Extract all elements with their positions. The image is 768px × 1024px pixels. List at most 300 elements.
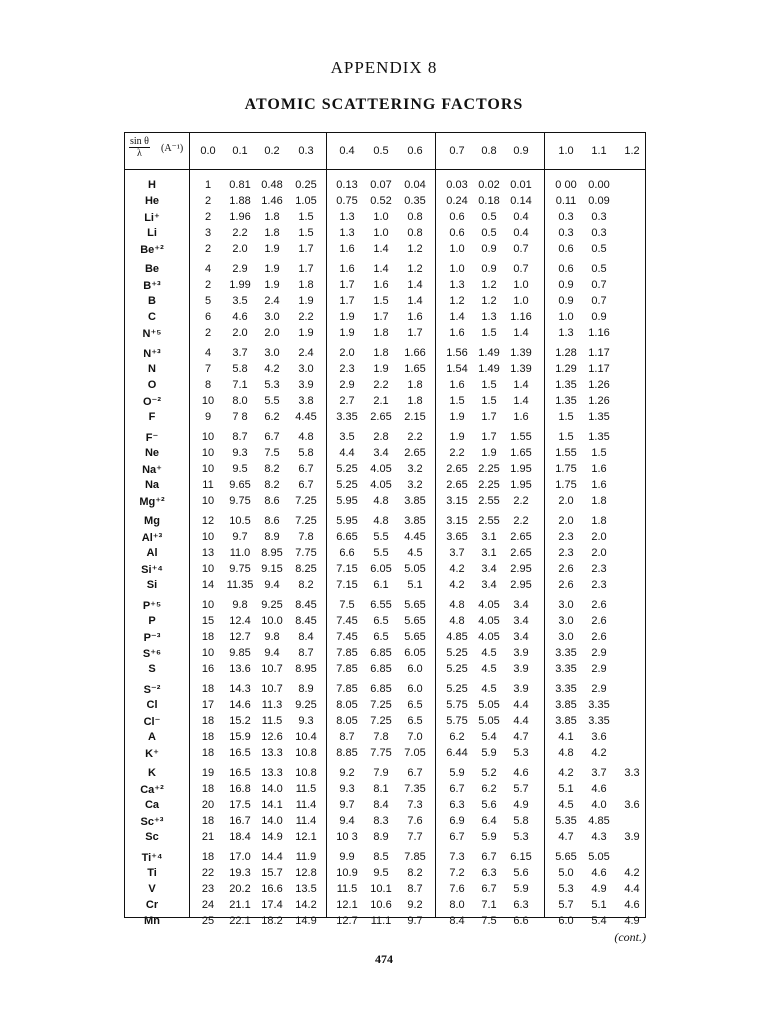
table-cell: 18 — [201, 715, 215, 727]
table-cell: 0.6 — [558, 263, 574, 275]
table-cell: 14.0 — [261, 783, 283, 795]
continued-note: (cont.) — [614, 930, 646, 944]
table-cell: 18 — [201, 683, 215, 695]
table-cell: 5.4 — [591, 915, 607, 927]
table-cell: 6.6 — [339, 547, 355, 559]
table-cell: 3.15 — [446, 515, 468, 527]
table-row — [125, 829, 645, 845]
table-cell: 5.25 — [446, 663, 468, 675]
table-cell: 5.3 — [513, 747, 529, 759]
element-symbol: Ne — [144, 447, 160, 459]
table-cell: 12.7 — [229, 631, 251, 643]
element-symbol: Si⁺⁴ — [141, 564, 163, 576]
table-cell: 6.0 — [407, 663, 423, 675]
table-cell: 10.9 — [336, 867, 358, 879]
element-symbol: S — [148, 663, 156, 675]
table-cell: 2.4 — [264, 295, 280, 307]
table-cell: 6.5 — [373, 615, 389, 627]
table-cell: 11.5 — [261, 715, 283, 727]
column-header: 0.3 — [298, 145, 314, 157]
row-group — [125, 765, 645, 849]
table-cell: 5.0 — [558, 867, 574, 879]
table-cell: 9.4 — [264, 579, 280, 591]
table-cell: 8.05 — [336, 715, 358, 727]
appendix-heading: APPENDIX 8 — [330, 58, 438, 77]
element-symbol: Sc — [145, 831, 159, 843]
table-cell: 2.3 — [591, 579, 607, 591]
table-cell: 2.1 — [373, 395, 389, 407]
table-cell: 18 — [201, 731, 215, 743]
table-cell: 8.25 — [295, 563, 317, 575]
table-cell: 1.7 — [339, 279, 355, 291]
table-cell: 3.65 — [446, 531, 468, 543]
table-cell: 0.02 — [478, 179, 500, 191]
table-cell: 6.2 — [481, 783, 497, 795]
table-cell: 5.6 — [513, 867, 529, 879]
table-cell: 2.0 — [232, 327, 248, 339]
table-cell: 1.65 — [510, 447, 532, 459]
table-cell: 3.85 — [404, 495, 426, 507]
table-cell: 8.95 — [295, 663, 317, 675]
table-cell: 0.5 — [591, 263, 607, 275]
table-cell: 10 — [201, 463, 215, 475]
table-cell: 1.3 — [481, 311, 497, 323]
table-cell: 3.9 — [298, 379, 314, 391]
table-cell: 4.2 — [449, 563, 465, 575]
table-cell: 4.6 — [624, 899, 640, 911]
table-cell: 10 — [201, 647, 215, 659]
table-cell: 6.7 — [449, 783, 465, 795]
table-cell: 8.2 — [264, 463, 280, 475]
element-symbol: Li⁺ — [144, 212, 160, 224]
table-cell: 3.9 — [624, 831, 640, 843]
table-cell: 3.9 — [513, 647, 529, 659]
table-cell: 7.85 — [404, 851, 426, 863]
element-symbol: Al — [146, 547, 158, 559]
table-cell: 0.35 — [404, 195, 426, 207]
table-cell: 1.65 — [404, 363, 426, 375]
table-cell: 5.7 — [558, 899, 574, 911]
table-cell: 1.26 — [588, 379, 610, 391]
table-cell: 0.5 — [591, 243, 607, 255]
table-cell: 8.9 — [298, 683, 314, 695]
table-cell: 4.7 — [558, 831, 574, 843]
table-cell: 9.7 — [407, 915, 423, 927]
table-cell: 9.15 — [261, 563, 283, 575]
table-cell: 1.29 — [555, 363, 577, 375]
table-cell: 5.8 — [232, 363, 248, 375]
table-cell: 6.2 — [449, 731, 465, 743]
table-row — [125, 493, 645, 509]
table-cell: 10.8 — [295, 747, 317, 759]
table-cell: 5.75 — [446, 699, 468, 711]
table-row — [125, 429, 645, 445]
table-cell: 6.5 — [407, 715, 423, 727]
table-cell: 10.1 — [370, 883, 392, 895]
table-cell: 1.26 — [588, 395, 610, 407]
element-symbol: Na⁺ — [142, 464, 162, 476]
table-cell: 1.9 — [264, 243, 280, 255]
element-symbol: S⁺⁶ — [142, 648, 162, 660]
table-cell: 0.8 — [407, 211, 423, 223]
table-cell: 1.35 — [555, 395, 577, 407]
row-group — [125, 513, 645, 597]
table-cell: 1.7 — [298, 263, 314, 275]
column-header: 0.2 — [264, 145, 280, 157]
table-cell: 11.4 — [295, 815, 317, 827]
table-cell: 5.9 — [481, 831, 497, 843]
unit-label: (A⁻¹) — [161, 143, 184, 154]
table-cell: 3.3 — [624, 767, 640, 779]
element-symbol: P⁻³ — [143, 632, 161, 644]
table-cell: 9.3 — [298, 715, 314, 727]
table-cell: 1.5 — [558, 411, 574, 423]
column-header: 1.2 — [624, 145, 640, 157]
table-cell: 5.3 — [513, 831, 529, 843]
table-cell: 3.4 — [513, 631, 529, 643]
column-header: 0.5 — [373, 145, 389, 157]
table-cell: 11 — [202, 479, 214, 491]
table-cell: 0.7 — [591, 295, 607, 307]
table-cell: 5.65 — [404, 615, 426, 627]
table-row — [125, 193, 645, 209]
table-cell: 6.5 — [407, 699, 423, 711]
table-cell: 6.85 — [370, 663, 392, 675]
table-cell: 7.9 — [373, 767, 389, 779]
table-cell: 9.7 — [339, 799, 355, 811]
table-cell: 5.65 — [555, 851, 577, 863]
table-cell: 4 — [204, 347, 212, 359]
table-cell: 2.6 — [591, 599, 607, 611]
table-row — [125, 897, 645, 913]
table-cell: 7 8 — [232, 411, 248, 423]
table-cell: 3.7 — [232, 347, 248, 359]
table-cell: 9.75 — [229, 563, 251, 575]
table-cell: 13.6 — [229, 663, 251, 675]
element-symbol: Ti⁺⁴ — [141, 852, 163, 864]
table-cell: 5.25 — [336, 463, 358, 475]
page-title: ATOMIC SCATTERING FACTORS — [244, 96, 524, 113]
table-cell: 6.0 — [558, 915, 574, 927]
table-row — [125, 577, 645, 593]
table-cell: 1.9 — [298, 295, 314, 307]
table-cell: 1.95 — [510, 463, 532, 475]
table-cell: 8.9 — [373, 831, 389, 843]
table-cell: 2.0 — [591, 531, 607, 543]
element-symbol: Cl — [146, 699, 158, 711]
table-row — [125, 681, 645, 697]
table-cell: 3.4 — [513, 599, 529, 611]
table-cell: 0.7 — [591, 279, 607, 291]
column-header: 1.0 — [558, 145, 574, 157]
table-cell: 2.65 — [446, 463, 468, 475]
table-cell: 3.4 — [373, 447, 389, 459]
table-cell: 14 — [201, 579, 215, 591]
table-cell: 17.0 — [229, 851, 251, 863]
table-cell: 10.6 — [370, 899, 392, 911]
table-cell: 1.2 — [481, 295, 497, 307]
table-cell: 8.0 — [449, 899, 465, 911]
table-cell: 2 — [204, 211, 212, 223]
table-row — [125, 529, 645, 545]
table-cell: 1.7 — [298, 243, 314, 255]
column-header: 0.0 — [200, 145, 216, 157]
table-row — [125, 445, 645, 461]
scattering-factors-table — [124, 132, 646, 927]
table-cell: 7.8 — [298, 531, 314, 543]
table-cell: 7.25 — [295, 515, 317, 527]
table-cell: 1.0 — [373, 227, 389, 239]
table-cell: 3.6 — [591, 731, 607, 743]
table-cell: 6.3 — [449, 799, 465, 811]
table-cell: 0.3 — [558, 227, 574, 239]
table-cell: 18.2 — [261, 915, 283, 927]
table-cell: 2.55 — [478, 495, 500, 507]
table-cell: 7.45 — [336, 631, 358, 643]
table-row — [125, 177, 645, 193]
table-cell: 0.18 — [478, 195, 500, 207]
table-cell: 1.39 — [510, 347, 532, 359]
table-cell: 4.4 — [624, 883, 640, 895]
table-cell: 0.7 — [513, 263, 529, 275]
table-cell: 13.3 — [261, 767, 283, 779]
table-cell: 1.6 — [591, 479, 607, 491]
table-cell: 10 — [201, 599, 215, 611]
table-cell: 1.7 — [481, 431, 497, 443]
table-row — [125, 409, 645, 425]
table-cell: 1.4 — [513, 327, 529, 339]
table-cell: 3.35 — [555, 663, 577, 675]
table-cell: 18 — [201, 747, 215, 759]
row-group — [125, 849, 645, 933]
table-cell: 6.85 — [370, 683, 392, 695]
element-symbol: F — [148, 411, 156, 423]
table-cell: 12.6 — [261, 731, 283, 743]
table-cell: 6.7 — [298, 479, 314, 491]
table-cell: 11.5 — [336, 883, 358, 895]
element-symbol: N⁺³ — [143, 348, 161, 360]
table-cell: 0.9 — [481, 243, 497, 255]
table-cell: 4.2 — [591, 747, 607, 759]
table-cell: 9.75 — [229, 495, 251, 507]
table-cell: 5.1 — [558, 783, 574, 795]
table-cell: 9.5 — [373, 867, 389, 879]
table-row — [125, 361, 645, 377]
table-row — [125, 729, 645, 745]
table-cell: 3.85 — [404, 515, 426, 527]
table-cell: 2.2 — [407, 431, 423, 443]
table-cell: 0.4 — [513, 211, 529, 223]
table-cell: 0.6 — [558, 243, 574, 255]
table-cell: 2.0 — [232, 243, 248, 255]
table-cell: 9.4 — [264, 647, 280, 659]
element-symbol: V — [148, 883, 156, 895]
table-cell: 1.2 — [407, 263, 423, 275]
table-cell: 1.8 — [264, 211, 280, 223]
table-cell: 6.05 — [404, 647, 426, 659]
table-cell: 1.4 — [373, 263, 389, 275]
table-cell: 3.0 — [558, 615, 574, 627]
table-cell: 5.5 — [373, 547, 389, 559]
table-cell: 2.0 — [264, 327, 280, 339]
table-cell: 3.35 — [555, 647, 577, 659]
table-cell: 9.8 — [232, 599, 248, 611]
element-symbol: Na — [144, 479, 160, 491]
table-cell: 3.4 — [481, 579, 497, 591]
table-cell: 2.9 — [591, 663, 607, 675]
table-cell: 4.45 — [295, 411, 317, 423]
table-cell: 8.2 — [298, 579, 314, 591]
table-cell: 11.5 — [295, 783, 317, 795]
table-cell: 4.5 — [481, 663, 497, 675]
table-cell: 3.7 — [449, 547, 465, 559]
table-cell: 7.85 — [336, 683, 358, 695]
table-cell: 8.85 — [336, 747, 358, 759]
table-cell: 6.7 — [481, 851, 497, 863]
table-cell: 8.7 — [339, 731, 355, 743]
table-cell: 8.05 — [336, 699, 358, 711]
table-cell: 2.65 — [510, 547, 532, 559]
table-row — [125, 881, 645, 897]
table-cell: 1.5 — [481, 379, 497, 391]
table-row — [125, 309, 645, 325]
row-group — [125, 261, 645, 345]
table-cell: 15.2 — [229, 715, 251, 727]
table-cell: 2.2 — [449, 447, 465, 459]
table-cell: 3.85 — [555, 699, 577, 711]
table-cell: 0.8 — [407, 227, 423, 239]
column-header: 0.6 — [407, 145, 423, 157]
table-cell: 2.2 — [513, 515, 529, 527]
table-cell: 7.3 — [407, 799, 423, 811]
element-symbol: S⁻² — [143, 684, 161, 696]
table-cell: 1.9 — [449, 431, 465, 443]
table-cell: 1.56 — [446, 347, 468, 359]
lambda-label: λ — [137, 148, 142, 159]
element-symbol: K⁺ — [145, 748, 159, 760]
table-cell: 17 — [201, 699, 215, 711]
table-row — [125, 513, 645, 529]
table-cell: 1.39 — [510, 363, 532, 375]
table-cell: 1.3 — [339, 227, 355, 239]
table-cell: 14.3 — [229, 683, 251, 695]
table-cell: 10.4 — [295, 731, 317, 743]
table-cell: 9.4 — [339, 815, 355, 827]
table-cell: 7.75 — [295, 547, 317, 559]
table-cell: 8.9 — [264, 531, 280, 543]
table-cell: 4.8 — [373, 495, 389, 507]
table-cell: 0.04 — [404, 179, 426, 191]
table-cell: 13.3 — [261, 747, 283, 759]
table-cell: 9.2 — [339, 767, 355, 779]
table-row — [125, 393, 645, 409]
table-cell: 8.1 — [373, 783, 389, 795]
table-cell: 1.4 — [407, 295, 423, 307]
table-cell: 7.5 — [264, 447, 280, 459]
table-cell: 2.3 — [591, 563, 607, 575]
table-cell: 1.6 — [339, 263, 355, 275]
table-row — [125, 865, 645, 881]
table-cell: 3.0 — [558, 631, 574, 643]
table-row — [125, 913, 645, 929]
table-cell: 5 — [204, 295, 212, 307]
table-cell: 4.2 — [558, 767, 574, 779]
table-cell: 2.3 — [558, 531, 574, 543]
table-cell: 10 — [201, 531, 215, 543]
table-cell: 2.0 — [591, 547, 607, 559]
sin-theta-label: sin θ — [130, 136, 149, 147]
table-cell: 7.6 — [407, 815, 423, 827]
table-cell: 8.45 — [295, 615, 317, 627]
table-cell: 9.85 — [229, 647, 251, 659]
table-row — [125, 561, 645, 577]
table-cell: 0.9 — [558, 295, 574, 307]
table-row — [125, 613, 645, 629]
table-cell: 5.95 — [336, 495, 358, 507]
table-cell: 8.6 — [264, 495, 280, 507]
table-cell: 4.9 — [513, 799, 529, 811]
table-cell: 2.65 — [446, 479, 468, 491]
table-cell: 4.5 — [558, 799, 574, 811]
element-symbol: Cl⁻ — [143, 716, 161, 728]
table-cell: 5.05 — [478, 699, 500, 711]
element-symbol: Li — [147, 227, 157, 239]
element-symbol: F⁻ — [145, 432, 159, 444]
table-cell: 1.9 — [264, 263, 280, 275]
column-header: 1.1 — [591, 145, 607, 157]
table-cell: 14.9 — [261, 831, 283, 843]
table-cell: 4.5 — [481, 683, 497, 695]
table-cell: 5.05 — [478, 715, 500, 727]
table-cell: 15.9 — [229, 731, 251, 743]
table-cell: 14.6 — [229, 699, 251, 711]
table-cell: 1.16 — [588, 327, 610, 339]
table-cell: 22.1 — [229, 915, 251, 927]
table-cell: 3.8 — [298, 395, 314, 407]
table-cell: 4.8 — [449, 615, 465, 627]
table-cell: 1.8 — [373, 347, 389, 359]
table-cell: 1.0 — [513, 295, 529, 307]
column-header: 0.7 — [449, 145, 465, 157]
table-cell: 25 — [201, 915, 215, 927]
table-cell: 3.5 — [232, 295, 248, 307]
table-cell: 9.5 — [232, 463, 248, 475]
table-cell: 5.3 — [558, 883, 574, 895]
table-row — [125, 325, 645, 341]
table-cell: 11.0 — [229, 547, 251, 559]
table-cell: 2.2 — [298, 311, 314, 323]
table-cell: 14.9 — [295, 915, 317, 927]
table-cell: 7.1 — [232, 379, 248, 391]
table-row — [125, 697, 645, 713]
table-cell: 6.3 — [513, 899, 529, 911]
table-cell: 7.8 — [373, 731, 389, 743]
table-cell: 3.1 — [481, 531, 497, 543]
table-cell: 3.35 — [336, 411, 358, 423]
table-cell: 0.5 — [481, 211, 497, 223]
table-cell: 7.25 — [370, 699, 392, 711]
table-cell: 2.0 — [339, 347, 355, 359]
table-cell: 1.4 — [513, 379, 529, 391]
table-cell: 18.4 — [229, 831, 251, 843]
table-row — [125, 797, 645, 813]
row-group — [125, 177, 645, 261]
table-cell: 4.2 — [624, 867, 640, 879]
table-cell: 1 — [204, 179, 212, 191]
table-cell: 7.05 — [404, 747, 426, 759]
table-cell: 3.4 — [481, 563, 497, 575]
table-cell: 1.7 — [407, 327, 423, 339]
